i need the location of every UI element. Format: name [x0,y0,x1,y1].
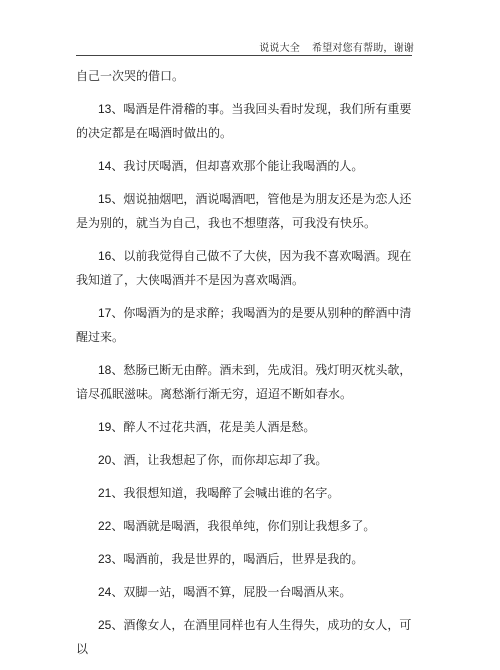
item-number: 19 [98,420,112,434]
item-number: 17 [98,306,112,320]
item-number: 24 [98,585,112,599]
quote-item-18 [76,358,412,406]
item-number: 21 [98,486,112,500]
quote-item-16 [76,244,412,292]
continuation-paragraph: 自己一次哭的借口。 [76,69,185,83]
quote-item-17 [76,301,412,349]
header-left-text: 说说大全 [259,43,300,54]
item-text: 、烟说抽烟吧，酒说喝酒吧，管他是为朋友还是为恋人还是为别的，就当为自己，我也不想堕落，可我没有快乐。 [76,192,412,230]
item-text: 、双脚一站，喝酒不算，屁股一台喝酒从来。 [111,585,352,599]
document-body [76,62,412,670]
quote-item-20 [76,448,412,472]
item-number: 18 [98,363,112,377]
header-rule [76,55,412,56]
item-number: 25 [98,618,112,632]
quote-item-25 [76,613,412,661]
quote-item-23 [76,547,412,571]
item-text: 、我讨厌喝酒，但却喜欢那个能让我喝酒的人。 [111,159,364,173]
quote-item-24 [76,580,412,604]
item-text: 、喝酒就是喝酒，我很单纯，你们别让我想多了。 [111,519,376,533]
quote-item-15 [76,187,412,235]
item-number: 23 [98,552,112,566]
item-number: 22 [98,519,112,533]
item-text: 、我很想知道，我喝醉了会喊出谁的名字。 [111,486,340,500]
item-number: 20 [98,453,112,467]
item-text: 、酒像女人，在酒里同样也有人生得失，成功的女人，可以 [76,618,412,656]
item-number: 15 [98,192,112,206]
quote-item-14 [76,154,412,178]
item-text: 、酒，让我想起了你，而你却忘却了我。 [111,453,328,467]
item-text: 、以前我觉得自己做不了大侠，因为我不喜欢喝酒。现在我知道了，大侠喝酒并不是因为喜欢喝酒。 [76,249,412,287]
item-text: 、喝酒前，我是世界的，喝酒后，世界是我的。 [111,552,364,566]
quote-item-22 [76,514,412,538]
quote-item-21 [76,481,412,505]
item-text: 、愁肠已断无由醉。酒未到，先成泪。残灯明灭枕头欹，谙尽孤眠滋味。离愁渐行渐无穷，迢迢不断如春水。 [76,363,412,401]
quote-item-13 [76,97,412,145]
item-text: 、你喝酒为的是求醉；我喝酒为的是要从别种的醉酒中清醒过来。 [76,306,412,344]
item-number: 16 [98,249,112,263]
item-number: 13 [98,102,112,116]
page-header [259,39,414,54]
quote-item-19 [76,415,412,439]
item-number: 14 [98,159,112,173]
item-text: 、醉人不过花共酒，花是美人酒是愁。 [111,420,316,434]
item-text: 、喝酒是件滑稽的事。当我回头看时发现，我们所有重要的决定都是在喝酒时做出的。 [76,102,412,140]
header-right-text: 希望对您有帮助，谢谢 [312,43,414,54]
